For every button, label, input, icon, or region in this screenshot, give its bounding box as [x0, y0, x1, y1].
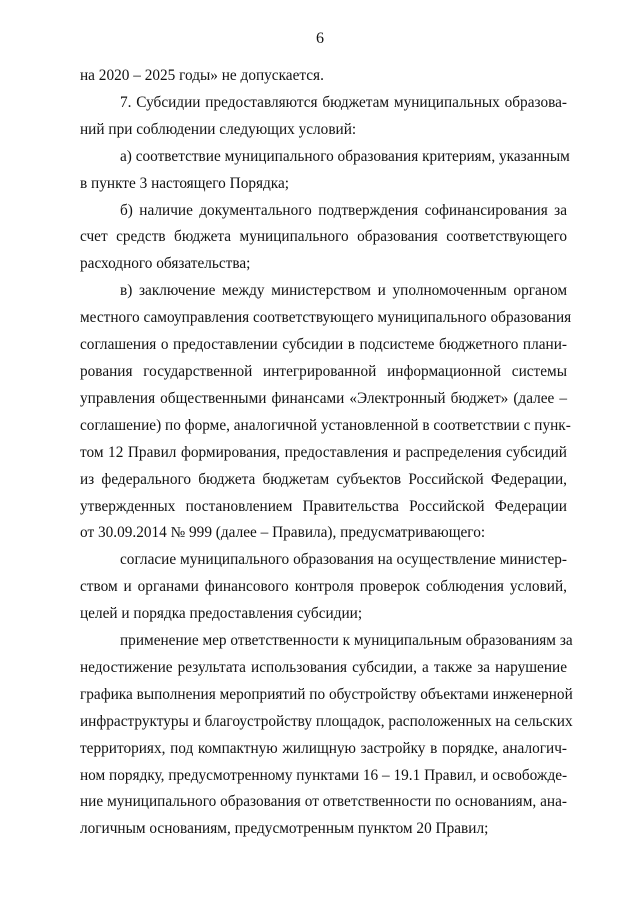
text-line: расходного обязательства;	[80, 255, 251, 273]
text-line: применение мер ответственности к муниципальным образованиям за	[120, 632, 573, 650]
text-line: территориях, под компактную жилищную застройку в порядке, аналогич-	[80, 739, 567, 757]
text-line: от 30.09.2014 № 999 (далее – Правила), предусматривающего:	[80, 524, 486, 542]
text-line: ном порядку, предусмотренному пунктами 16 – 19.1 Правил, и освобожде-	[80, 766, 568, 784]
text-line: местного самоуправления соответствующего муниципального образования	[80, 309, 572, 327]
text-line: в) заключение между министерством и уполномоченным органом	[120, 282, 567, 300]
text-line: 7. Субсидии предоставляются бюджетам муниципальных образова-	[120, 93, 567, 111]
text-line: утвержденных постановлением Правительства Российской Федерации	[80, 497, 567, 515]
text-line: б) наличие документального подтверждения софинансирования за	[120, 201, 567, 219]
text-line: из федерального бюджета бюджетам субъектов Российской Федерации,	[80, 470, 567, 488]
text-line: логичным основаниям, предусмотренным пунктом 20 Правил;	[80, 820, 489, 838]
text-line: рования государственной интегрированной информационной системы	[80, 362, 567, 380]
paragraph	[80, 144, 570, 198]
paragraph	[80, 547, 567, 628]
text-line: недостижение результата использования субсидии, а также за нарушение	[80, 658, 567, 676]
text-line: инфраструктуры и благоустройству площадок, расположенных на сельских	[80, 712, 573, 730]
paragraph	[80, 198, 567, 279]
paragraph	[80, 90, 567, 144]
text-line: а) соответствие муниципального образования критериям, указанным	[120, 147, 570, 165]
text-line: том 12 Правил формирования, предоставления и распределения субсидий	[80, 443, 567, 461]
text-line: управления общественными финансами «Электронный бюджет» (далее –	[80, 389, 567, 407]
text-line: счет средств бюджета муниципального образования соответствующего	[80, 228, 567, 246]
text-line: целей и порядка предоставления субсидии;	[80, 605, 363, 623]
text-line: ний при соблюдении следующих условий:	[80, 120, 357, 138]
text-line: ние муниципального образования от ответственности по основаниям, ана-	[80, 793, 567, 811]
text-line: в пункте 3 настоящего Порядка;	[80, 174, 290, 192]
paragraph	[80, 628, 573, 843]
paragraph	[80, 278, 572, 547]
text-line: на 2020 – 2025 годы» не допускается.	[80, 67, 324, 84]
text-line: соглашения о предоставлении субсидии в подсистеме бюджетного плани-	[80, 336, 567, 354]
text-line: согласие муниципального образования на осуществление министер-	[120, 551, 567, 569]
text-line: графика выполнения мероприятий по обустройству объектами инженерной	[80, 685, 573, 703]
text-line: соглашение) по форме, аналогичной установленной в соответствии с пунк-	[80, 416, 571, 434]
document-body	[80, 63, 573, 843]
text-line: ством и органами финансового контроля проверок соблюдения условий,	[80, 578, 567, 596]
paragraph	[80, 63, 567, 90]
page-number: 6	[316, 30, 324, 47]
